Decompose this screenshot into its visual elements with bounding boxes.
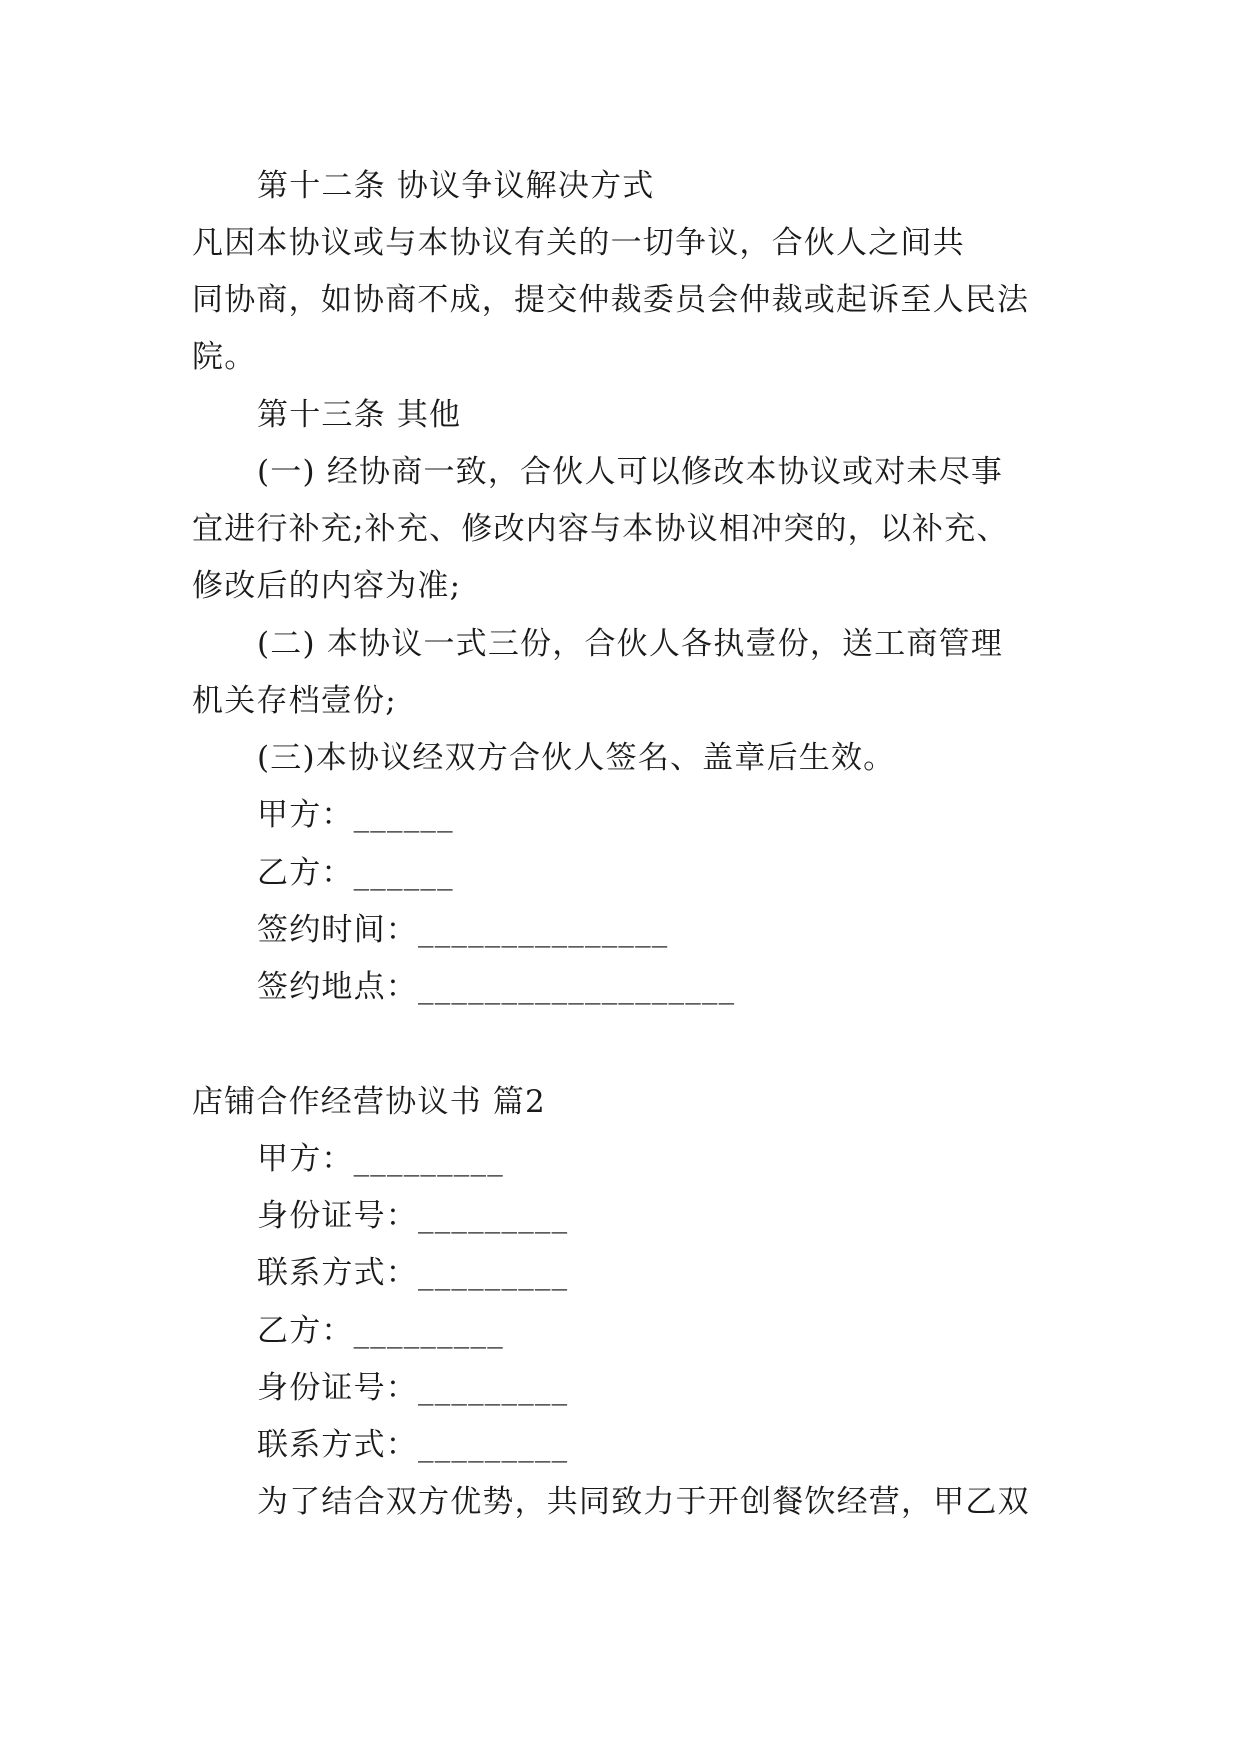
sign-party-b: 乙方：______ bbox=[257, 855, 454, 891]
article-13-item-1-line-1: (一) 经协商一致，合伙人可以修改本协议或对未尽事 bbox=[257, 454, 1004, 490]
section-2-party-a: 甲方：_________ bbox=[257, 1141, 504, 1177]
section-2-party-a-id: 身份证号：_________ bbox=[257, 1198, 569, 1234]
article-12-body-line-1: 凡因本协议或与本协议有关的一切争议，合伙人之间共 bbox=[192, 225, 965, 261]
article-12-title: 第十二条 协议争议解决方式 bbox=[257, 168, 655, 204]
article-12-body-line-3: 院。 bbox=[192, 339, 257, 375]
article-13-item-1-line-3: 修改后的内容为准; bbox=[192, 568, 462, 604]
article-12-body-line-2: 同协商，如协商不成，提交仲裁委员会仲裁或起诉至人民法 bbox=[192, 282, 1030, 318]
sign-place: 签约地点：___________________ bbox=[257, 969, 736, 1005]
article-13-item-2-line-1: (二) 本协议一式三份，合伙人各执壹份，送工商管理 bbox=[257, 626, 1004, 662]
sign-time: 签约时间：_______________ bbox=[257, 912, 669, 948]
article-13-item-2-line-2: 机关存档壹份; bbox=[192, 683, 397, 719]
section-2-title: 店铺合作经营协议书 篇2 bbox=[192, 1084, 546, 1120]
section-2-party-b-id: 身份证号：_________ bbox=[257, 1370, 569, 1406]
section-2-party-b: 乙方：_________ bbox=[257, 1313, 504, 1349]
section-2-party-b-contact: 联系方式：_________ bbox=[257, 1427, 569, 1463]
sign-party-a: 甲方：______ bbox=[257, 797, 454, 833]
article-13-title: 第十三条 其他 bbox=[257, 397, 462, 433]
article-13-item-1-line-2: 宜进行补充;补充、修改内容与本协议相冲突的，以补充、 bbox=[192, 511, 1009, 547]
section-2-intro: 为了结合双方优势，共同致力于开创餐饮经营，甲乙双 bbox=[257, 1484, 1030, 1520]
section-2-party-a-contact: 联系方式：_________ bbox=[257, 1255, 569, 1291]
article-13-item-3: (三)本协议经双方合伙人签名、盖章后生效。 bbox=[257, 740, 896, 776]
